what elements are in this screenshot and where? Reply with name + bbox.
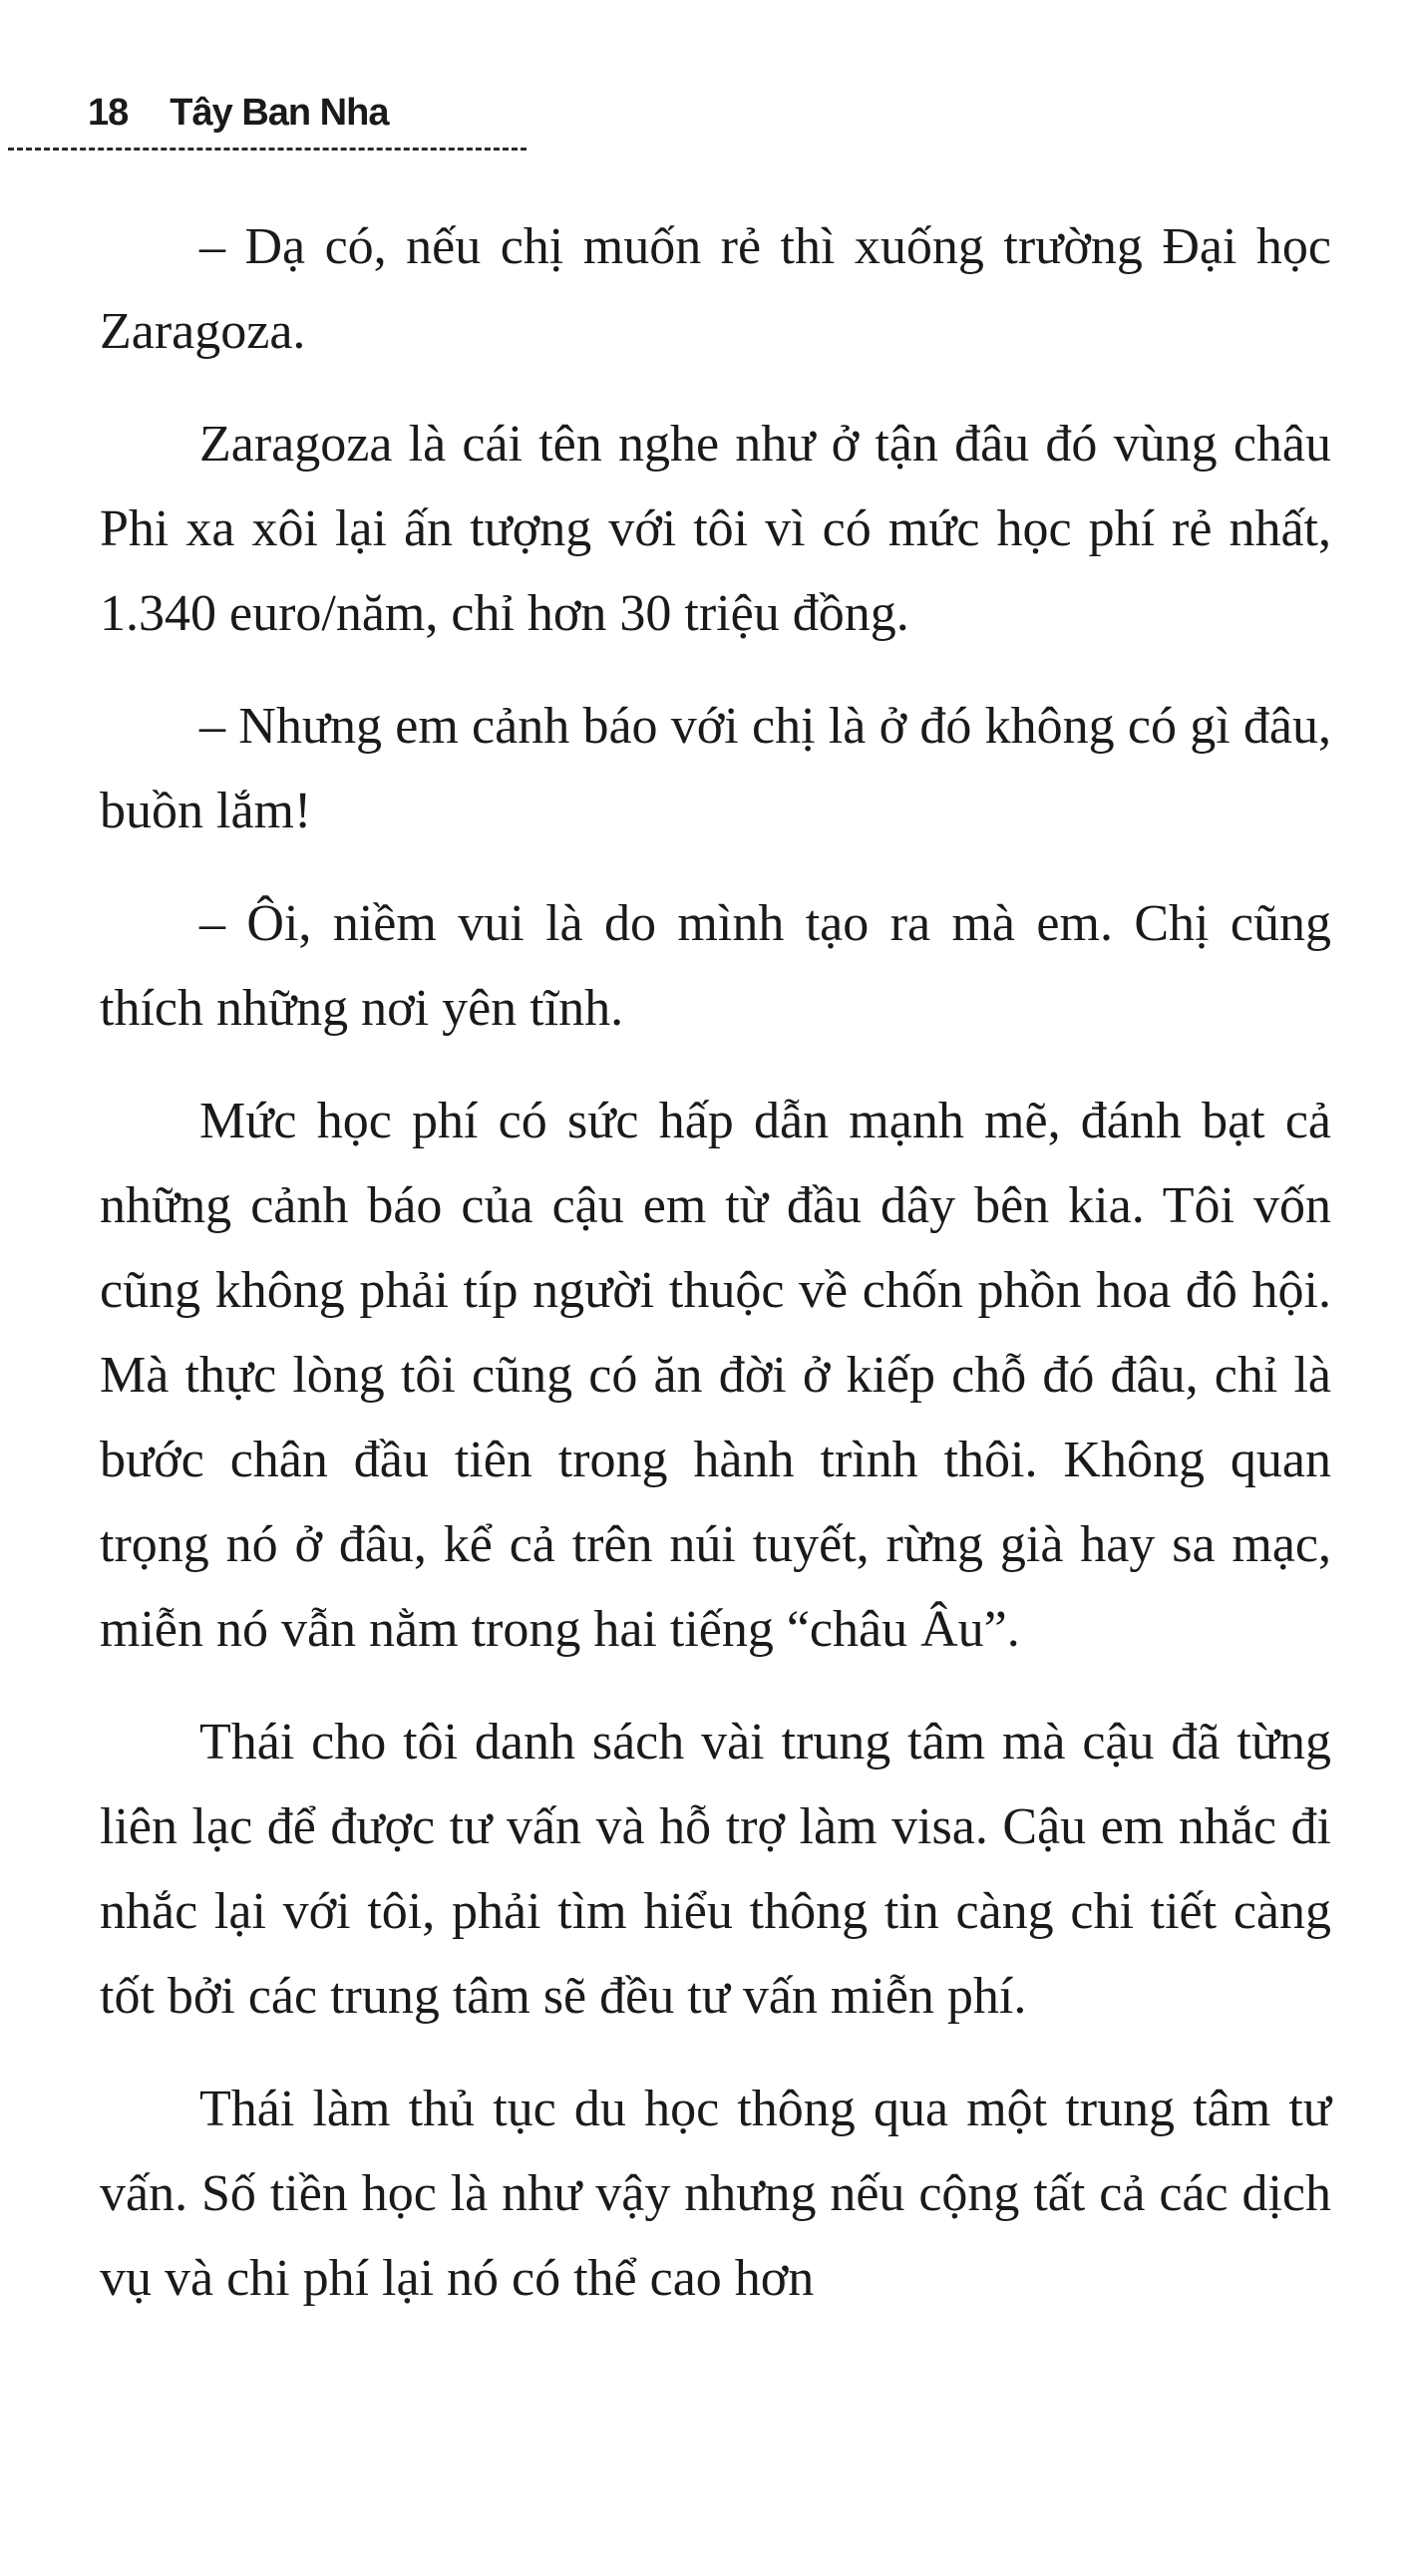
running-title: Tây Ban Nha	[170, 92, 389, 134]
page-number: 18	[88, 92, 129, 134]
header-divider	[8, 148, 527, 151]
page-header	[88, 92, 388, 135]
paragraph: Thái cho tôi danh sách vài trung tâm mà cậu đã từng liên lạc để được tư vấn và hỗ trợ làm visa. Cậu em nhắc đi nhắc lại với tôi, phải tìm hiểu thông tin càng chi tiết càng tốt bởi các trung tâm sẽ đều tư vấn miễn phí.	[100, 1714, 1331, 2025]
paragraph: Thái làm thủ tục du học thông qua một trung tâm tư vấn. Số tiền học là như vậy nhưng nếu cộng tất cả các dịch vụ và chi phí lại nó có thể cao hơn	[100, 2081, 1331, 2307]
body-text	[100, 204, 1331, 2349]
paragraph: – Dạ có, nếu chị muốn rẻ thì xuống trường Đại học Zaragoza.	[100, 218, 1331, 360]
paragraph: – Ôi, niềm vui là do mình tạo ra mà em. Chị cũng thích những nơi yên tĩnh.	[100, 895, 1331, 1037]
paragraph: – Nhưng em cảnh báo với chị là ở đó không có gì đâu, buồn lắm!	[100, 698, 1331, 839]
paragraph: Zaragoza là cái tên nghe như ở tận đâu đó vùng châu Phi xa xôi lại ấn tượng với tôi vì có mức học phí rẻ nhất, 1.340 euro/năm, chỉ hơn 30 triệu đồng.	[100, 416, 1331, 642]
paragraph: Mức học phí có sức hấp dẫn mạnh mẽ, đánh bạt cả những cảnh báo của cậu em từ đầu dây bên kia. Tôi vốn cũng không phải típ người thuộc về chốn phồn hoa đô hội. Mà thực lòng tôi cũng có ăn đời ở kiếp chỗ đó đâu, chỉ là bước chân đầu tiên trong hành trình thôi. Không quan trọng nó ở đâu, kể cả trên núi tuyết, rừng già hay sa mạc, miễn nó vẫn nằm trong hai tiếng “châu Âu”.	[100, 1093, 1331, 1658]
